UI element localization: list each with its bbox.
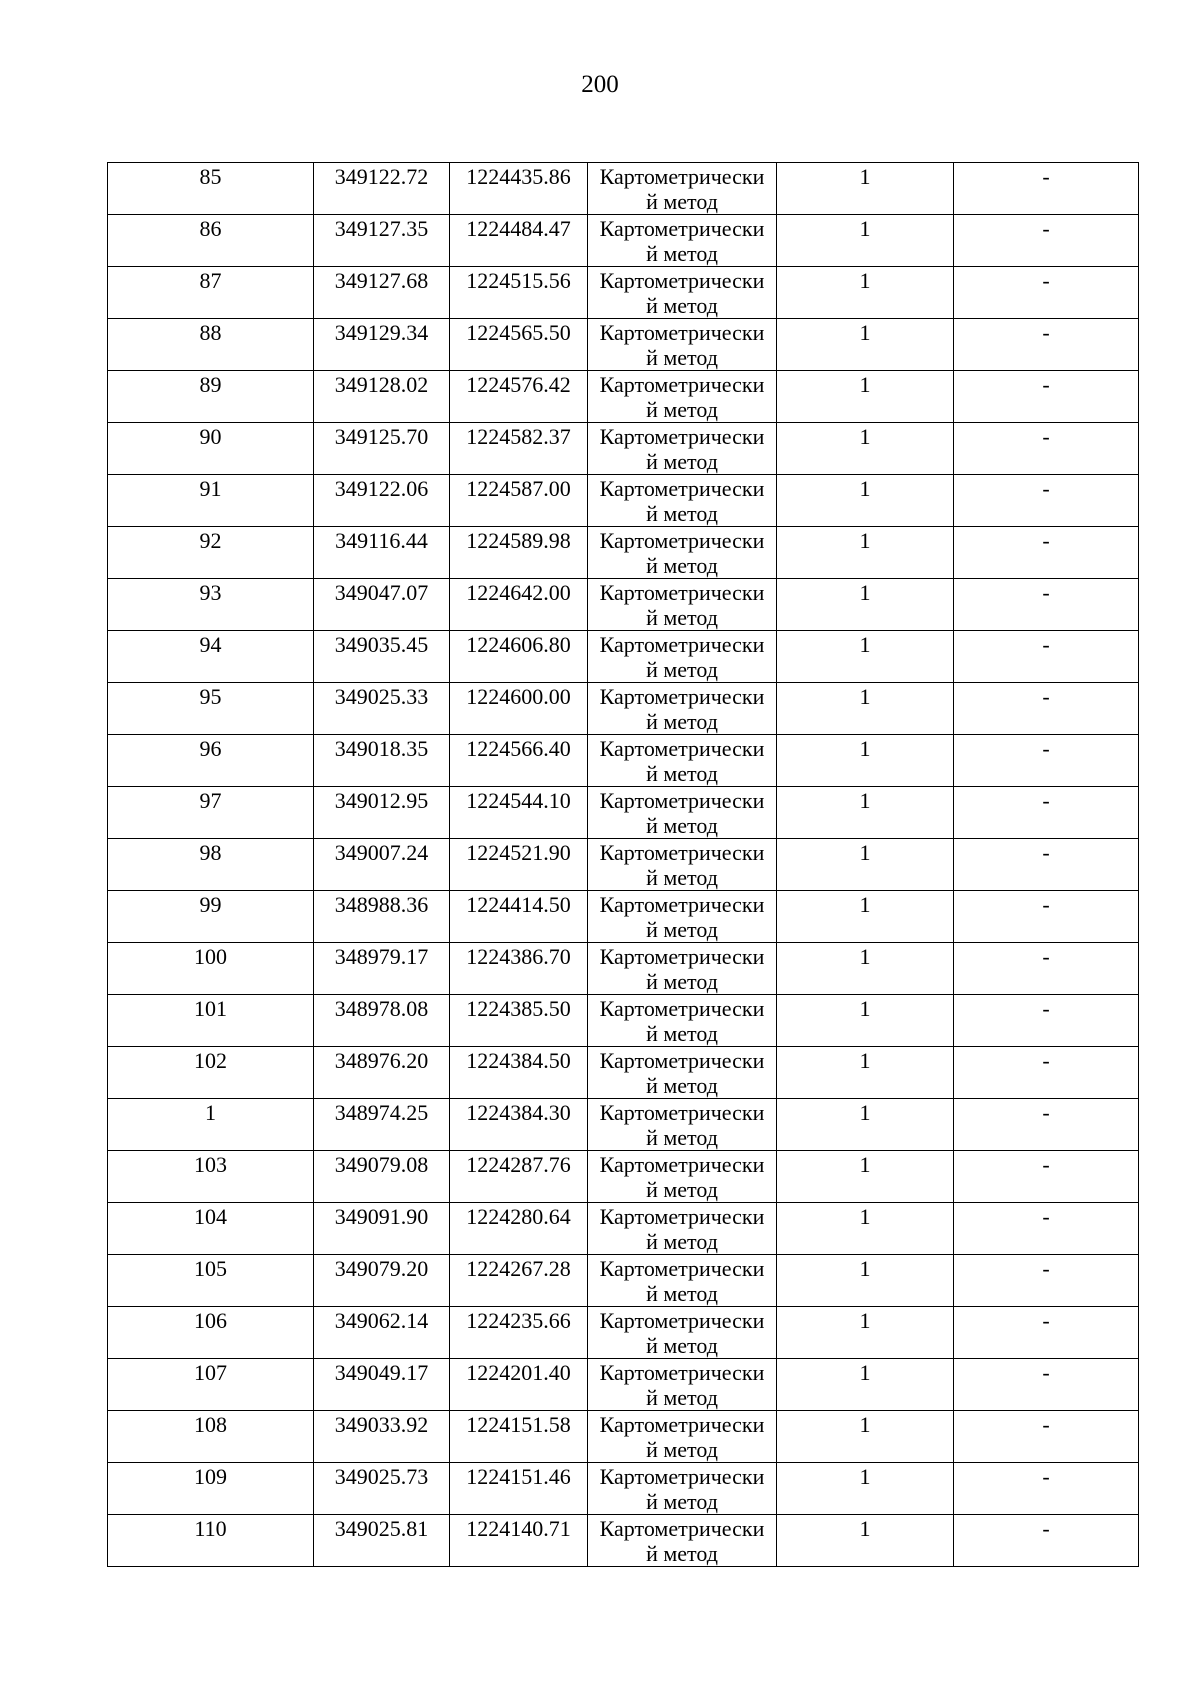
- description-cell: -: [954, 423, 1139, 475]
- description-cell: -: [954, 1203, 1139, 1255]
- method-cell: [588, 1203, 777, 1255]
- description-cell: -: [954, 527, 1139, 579]
- x-coordinate-cell: 349047.07: [314, 579, 450, 631]
- point-number-cell: 108: [108, 1411, 314, 1463]
- method-cell: [588, 1515, 777, 1567]
- point-number-cell: 98: [108, 839, 314, 891]
- method-cell: [588, 1359, 777, 1411]
- method-line-1: Картометрически: [599, 736, 765, 761]
- method-cell: [588, 1255, 777, 1307]
- table-row: [108, 1307, 1139, 1359]
- table-row: [108, 943, 1139, 995]
- y-coordinate-cell: 1224521.90: [450, 839, 588, 891]
- x-coordinate-cell: 349018.35: [314, 735, 450, 787]
- x-coordinate-cell: 349025.33: [314, 683, 450, 735]
- table-row: [108, 1359, 1139, 1411]
- point-number-cell: 86: [108, 215, 314, 267]
- method-cell: [588, 163, 777, 215]
- y-coordinate-cell: 1224140.71: [450, 1515, 588, 1567]
- y-coordinate-cell: 1224484.47: [450, 215, 588, 267]
- x-coordinate-cell: 349079.20: [314, 1255, 450, 1307]
- y-coordinate-cell: 1224151.58: [450, 1411, 588, 1463]
- method-line-2: й метод: [646, 605, 718, 630]
- y-coordinate-cell: 1224287.76: [450, 1151, 588, 1203]
- x-coordinate-cell: 349033.92: [314, 1411, 450, 1463]
- accuracy-cell: 1: [777, 1515, 954, 1567]
- x-coordinate-cell: 349091.90: [314, 1203, 450, 1255]
- point-number-cell: 104: [108, 1203, 314, 1255]
- y-coordinate-cell: 1224587.00: [450, 475, 588, 527]
- point-number-cell: 88: [108, 319, 314, 371]
- method-line-1: Картометрически: [599, 164, 765, 189]
- table-row: [108, 995, 1139, 1047]
- accuracy-cell: 1: [777, 475, 954, 527]
- method-line-2: й метод: [646, 709, 718, 734]
- accuracy-cell: 1: [777, 683, 954, 735]
- table-row: [108, 527, 1139, 579]
- point-number-cell: 102: [108, 1047, 314, 1099]
- description-cell: -: [954, 1515, 1139, 1567]
- accuracy-cell: 1: [777, 267, 954, 319]
- method-line-2: й метод: [646, 189, 718, 214]
- method-cell: [588, 943, 777, 995]
- x-coordinate-cell: 349122.72: [314, 163, 450, 215]
- point-number-cell: 109: [108, 1463, 314, 1515]
- method-line-1: Картометрически: [599, 424, 765, 449]
- method-line-2: й метод: [646, 1125, 718, 1150]
- point-number-cell: 85: [108, 163, 314, 215]
- accuracy-cell: 1: [777, 631, 954, 683]
- point-number-cell: 105: [108, 1255, 314, 1307]
- method-line-1: Картометрически: [599, 632, 765, 657]
- accuracy-cell: 1: [777, 319, 954, 371]
- accuracy-cell: 1: [777, 787, 954, 839]
- accuracy-cell: 1: [777, 527, 954, 579]
- method-cell: [588, 1307, 777, 1359]
- coordinates-table: [107, 162, 1139, 1567]
- table-row: [108, 631, 1139, 683]
- method-line-1: Картометрически: [599, 684, 765, 709]
- table-row: [108, 475, 1139, 527]
- description-cell: -: [954, 839, 1139, 891]
- accuracy-cell: 1: [777, 215, 954, 267]
- method-cell: [588, 995, 777, 1047]
- description-cell: -: [954, 631, 1139, 683]
- description-cell: -: [954, 215, 1139, 267]
- method-line-2: й метод: [646, 1489, 718, 1514]
- point-number-cell: 96: [108, 735, 314, 787]
- point-number-cell: 93: [108, 579, 314, 631]
- point-number-cell: 87: [108, 267, 314, 319]
- accuracy-cell: 1: [777, 891, 954, 943]
- method-line-2: й метод: [646, 1021, 718, 1046]
- x-coordinate-cell: 349012.95: [314, 787, 450, 839]
- method-line-1: Картометрически: [599, 372, 765, 397]
- method-cell: [588, 319, 777, 371]
- table-row: [108, 215, 1139, 267]
- method-cell: [588, 267, 777, 319]
- description-cell: -: [954, 891, 1139, 943]
- method-line-1: Картометрически: [599, 528, 765, 553]
- x-coordinate-cell: 349116.44: [314, 527, 450, 579]
- x-coordinate-cell: 349127.68: [314, 267, 450, 319]
- method-line-2: й метод: [646, 761, 718, 786]
- y-coordinate-cell: 1224515.56: [450, 267, 588, 319]
- table-row: [108, 787, 1139, 839]
- method-cell: [588, 371, 777, 423]
- x-coordinate-cell: 348988.36: [314, 891, 450, 943]
- x-coordinate-cell: 348976.20: [314, 1047, 450, 1099]
- accuracy-cell: 1: [777, 995, 954, 1047]
- accuracy-cell: 1: [777, 1099, 954, 1151]
- description-cell: -: [954, 267, 1139, 319]
- point-number-cell: 110: [108, 1515, 314, 1567]
- method-line-2: й метод: [646, 501, 718, 526]
- method-line-2: й метод: [646, 345, 718, 370]
- description-cell: -: [954, 995, 1139, 1047]
- accuracy-cell: 1: [777, 1151, 954, 1203]
- method-line-2: й метод: [646, 1281, 718, 1306]
- description-cell: -: [954, 1255, 1139, 1307]
- method-line-1: Картометрически: [599, 1308, 765, 1333]
- method-line-1: Картометрически: [599, 996, 765, 1021]
- accuracy-cell: 1: [777, 371, 954, 423]
- method-line-1: Картометрически: [599, 892, 765, 917]
- description-cell: -: [954, 683, 1139, 735]
- description-cell: -: [954, 371, 1139, 423]
- method-line-2: й метод: [646, 553, 718, 578]
- table-row: [108, 1151, 1139, 1203]
- method-line-1: Картометрически: [599, 268, 765, 293]
- method-line-2: й метод: [646, 293, 718, 318]
- method-line-2: й метод: [646, 241, 718, 266]
- y-coordinate-cell: 1224414.50: [450, 891, 588, 943]
- x-coordinate-cell: 349079.08: [314, 1151, 450, 1203]
- x-coordinate-cell: 349127.35: [314, 215, 450, 267]
- method-line-1: Картометрически: [599, 580, 765, 605]
- y-coordinate-cell: 1224566.40: [450, 735, 588, 787]
- method-line-2: й метод: [646, 917, 718, 942]
- point-number-cell: 106: [108, 1307, 314, 1359]
- accuracy-cell: 1: [777, 839, 954, 891]
- table-row: [108, 1515, 1139, 1567]
- method-cell: [588, 527, 777, 579]
- accuracy-cell: 1: [777, 163, 954, 215]
- method-line-1: Картометрически: [599, 1464, 765, 1489]
- y-coordinate-cell: 1224280.64: [450, 1203, 588, 1255]
- x-coordinate-cell: 349122.06: [314, 475, 450, 527]
- method-line-1: Картометрически: [599, 1412, 765, 1437]
- x-coordinate-cell: 348974.25: [314, 1099, 450, 1151]
- y-coordinate-cell: 1224582.37: [450, 423, 588, 475]
- x-coordinate-cell: 349035.45: [314, 631, 450, 683]
- x-coordinate-cell: 349129.34: [314, 319, 450, 371]
- table-row: [108, 839, 1139, 891]
- method-line-1: Картометрически: [599, 476, 765, 501]
- method-line-1: Картометрически: [599, 944, 765, 969]
- y-coordinate-cell: 1224384.30: [450, 1099, 588, 1151]
- accuracy-cell: 1: [777, 1463, 954, 1515]
- y-coordinate-cell: 1224600.00: [450, 683, 588, 735]
- x-coordinate-cell: 349007.24: [314, 839, 450, 891]
- table-row: [108, 1047, 1139, 1099]
- method-cell: [588, 891, 777, 943]
- point-number-cell: 95: [108, 683, 314, 735]
- table-row: [108, 1463, 1139, 1515]
- method-line-1: Картометрически: [599, 1256, 765, 1281]
- method-cell: [588, 735, 777, 787]
- accuracy-cell: 1: [777, 1359, 954, 1411]
- table-row: [108, 1099, 1139, 1151]
- description-cell: -: [954, 1411, 1139, 1463]
- point-number-cell: 97: [108, 787, 314, 839]
- method-cell: [588, 1463, 777, 1515]
- x-coordinate-cell: 349128.02: [314, 371, 450, 423]
- description-cell: -: [954, 1047, 1139, 1099]
- y-coordinate-cell: 1224201.40: [450, 1359, 588, 1411]
- method-line-2: й метод: [646, 1177, 718, 1202]
- y-coordinate-cell: 1224606.80: [450, 631, 588, 683]
- accuracy-cell: 1: [777, 943, 954, 995]
- method-line-2: й метод: [646, 449, 718, 474]
- description-cell: -: [954, 1151, 1139, 1203]
- y-coordinate-cell: 1224544.10: [450, 787, 588, 839]
- method-line-1: Картометрически: [599, 216, 765, 241]
- method-line-1: Картометрически: [599, 1204, 765, 1229]
- y-coordinate-cell: 1224384.50: [450, 1047, 588, 1099]
- method-line-2: й метод: [646, 865, 718, 890]
- point-number-cell: 94: [108, 631, 314, 683]
- point-number-cell: 107: [108, 1359, 314, 1411]
- description-cell: -: [954, 787, 1139, 839]
- x-coordinate-cell: 349025.73: [314, 1463, 450, 1515]
- y-coordinate-cell: 1224435.86: [450, 163, 588, 215]
- table-row: [108, 319, 1139, 371]
- y-coordinate-cell: 1224385.50: [450, 995, 588, 1047]
- method-cell: [588, 215, 777, 267]
- table-row: [108, 423, 1139, 475]
- y-coordinate-cell: 1224642.00: [450, 579, 588, 631]
- method-cell: [588, 579, 777, 631]
- method-line-1: Картометрически: [599, 1152, 765, 1177]
- method-cell: [588, 787, 777, 839]
- table-row: [108, 163, 1139, 215]
- description-cell: -: [954, 475, 1139, 527]
- y-coordinate-cell: 1224267.28: [450, 1255, 588, 1307]
- y-coordinate-cell: 1224576.42: [450, 371, 588, 423]
- description-cell: -: [954, 943, 1139, 995]
- description-cell: -: [954, 1307, 1139, 1359]
- y-coordinate-cell: 1224235.66: [450, 1307, 588, 1359]
- method-line-2: й метод: [646, 1437, 718, 1462]
- table-row: [108, 579, 1139, 631]
- description-cell: -: [954, 1359, 1139, 1411]
- method-line-2: й метод: [646, 969, 718, 994]
- x-coordinate-cell: 349049.17: [314, 1359, 450, 1411]
- method-line-2: й метод: [646, 813, 718, 838]
- y-coordinate-cell: 1224589.98: [450, 527, 588, 579]
- method-line-1: Картометрически: [599, 1360, 765, 1385]
- point-number-cell: 90: [108, 423, 314, 475]
- x-coordinate-cell: 349025.81: [314, 1515, 450, 1567]
- method-line-2: й метод: [646, 397, 718, 422]
- point-number-cell: 1: [108, 1099, 314, 1151]
- x-coordinate-cell: 349125.70: [314, 423, 450, 475]
- table-row: [108, 371, 1139, 423]
- y-coordinate-cell: 1224151.46: [450, 1463, 588, 1515]
- method-line-2: й метод: [646, 1229, 718, 1254]
- point-number-cell: 89: [108, 371, 314, 423]
- accuracy-cell: 1: [777, 1307, 954, 1359]
- accuracy-cell: 1: [777, 1255, 954, 1307]
- accuracy-cell: 1: [777, 1411, 954, 1463]
- x-coordinate-cell: 349062.14: [314, 1307, 450, 1359]
- table-row: [108, 267, 1139, 319]
- accuracy-cell: 1: [777, 1203, 954, 1255]
- method-line-2: й метод: [646, 1073, 718, 1098]
- method-line-2: й метод: [646, 1541, 718, 1566]
- accuracy-cell: 1: [777, 423, 954, 475]
- point-number-cell: 103: [108, 1151, 314, 1203]
- method-cell: [588, 1151, 777, 1203]
- description-cell: -: [954, 1099, 1139, 1151]
- page-number: 200: [581, 71, 619, 98]
- method-cell: [588, 475, 777, 527]
- point-number-cell: 100: [108, 943, 314, 995]
- point-number-cell: 92: [108, 527, 314, 579]
- method-line-1: Картометрически: [599, 1048, 765, 1073]
- x-coordinate-cell: 348979.17: [314, 943, 450, 995]
- method-line-1: Картометрически: [599, 1100, 765, 1125]
- accuracy-cell: 1: [777, 579, 954, 631]
- table-row: [108, 891, 1139, 943]
- table-row: [108, 1411, 1139, 1463]
- method-line-1: Картометрически: [599, 1516, 765, 1541]
- method-cell: [588, 1047, 777, 1099]
- description-cell: -: [954, 1463, 1139, 1515]
- point-number-cell: 99: [108, 891, 314, 943]
- description-cell: -: [954, 579, 1139, 631]
- method-cell: [588, 1411, 777, 1463]
- table-row: [108, 683, 1139, 735]
- method-cell: [588, 423, 777, 475]
- method-line-2: й метод: [646, 657, 718, 682]
- method-cell: [588, 1099, 777, 1151]
- accuracy-cell: 1: [777, 1047, 954, 1099]
- point-number-cell: 101: [108, 995, 314, 1047]
- table-row: [108, 1255, 1139, 1307]
- description-cell: -: [954, 319, 1139, 371]
- method-line-1: Картометрически: [599, 788, 765, 813]
- y-coordinate-cell: 1224386.70: [450, 943, 588, 995]
- x-coordinate-cell: 348978.08: [314, 995, 450, 1047]
- method-line-1: Картометрически: [599, 840, 765, 865]
- method-line-2: й метод: [646, 1333, 718, 1358]
- y-coordinate-cell: 1224565.50: [450, 319, 588, 371]
- table-body: [108, 163, 1139, 1567]
- table-row: [108, 1203, 1139, 1255]
- method-line-2: й метод: [646, 1385, 718, 1410]
- point-number-cell: 91: [108, 475, 314, 527]
- method-line-1: Картометрически: [599, 320, 765, 345]
- accuracy-cell: 1: [777, 735, 954, 787]
- method-cell: [588, 839, 777, 891]
- table-row: [108, 735, 1139, 787]
- method-cell: [588, 683, 777, 735]
- description-cell: -: [954, 735, 1139, 787]
- description-cell: -: [954, 163, 1139, 215]
- method-cell: [588, 631, 777, 683]
